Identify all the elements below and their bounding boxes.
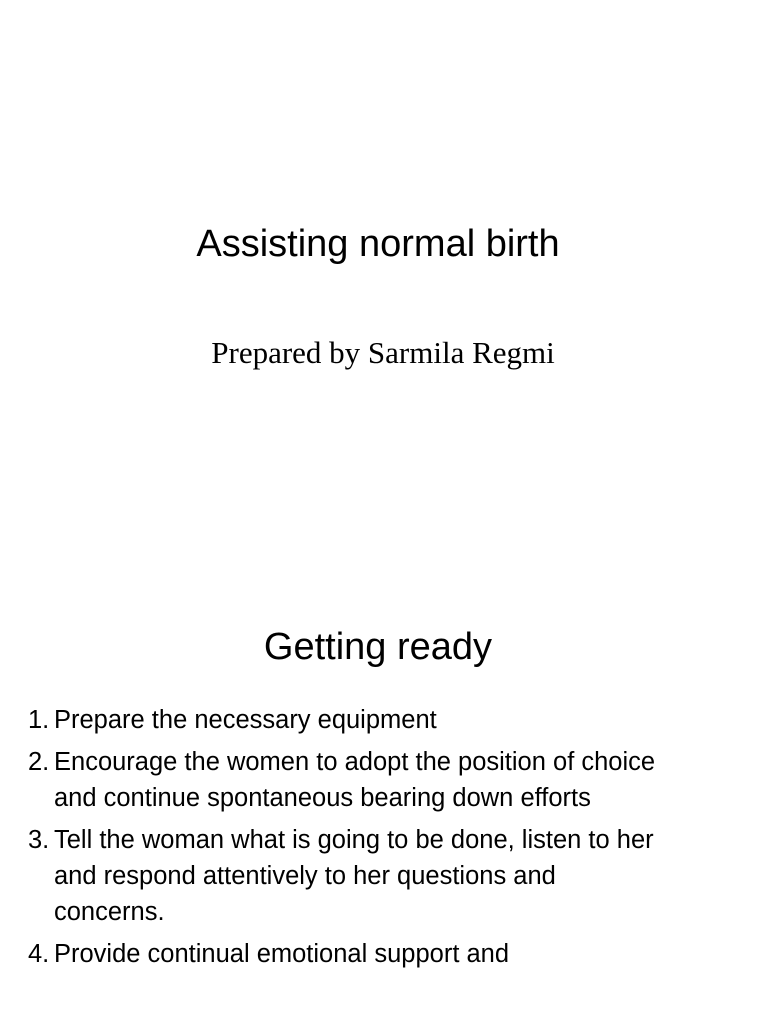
step-text: Prepare the necessary equipment — [54, 706, 437, 734]
slide-title: Assisting normal birth — [196, 223, 560, 265]
content-slide — [0, 512, 768, 1024]
step-number: 3. — [28, 826, 50, 854]
step-number: 2. — [28, 748, 50, 776]
step-number: 4. — [28, 940, 50, 968]
slide-subtitle: Prepared by Sarmila Regmi — [211, 335, 555, 370]
list-item — [28, 936, 668, 972]
list-item — [28, 744, 668, 816]
step-text: Tell the woman what is going to be done, listen to her and respond attentively to her questions and concerns. — [54, 826, 654, 926]
list-item — [28, 702, 668, 738]
step-text: Provide continual emotional support and — [54, 940, 510, 968]
list-item — [28, 822, 668, 930]
steps-list — [28, 702, 668, 978]
step-text: Encourage the women to adopt the position of choice and continue spontaneous bearing down efforts — [54, 748, 656, 812]
slide-title: Getting ready — [263, 626, 493, 668]
step-number: 1. — [28, 706, 50, 734]
